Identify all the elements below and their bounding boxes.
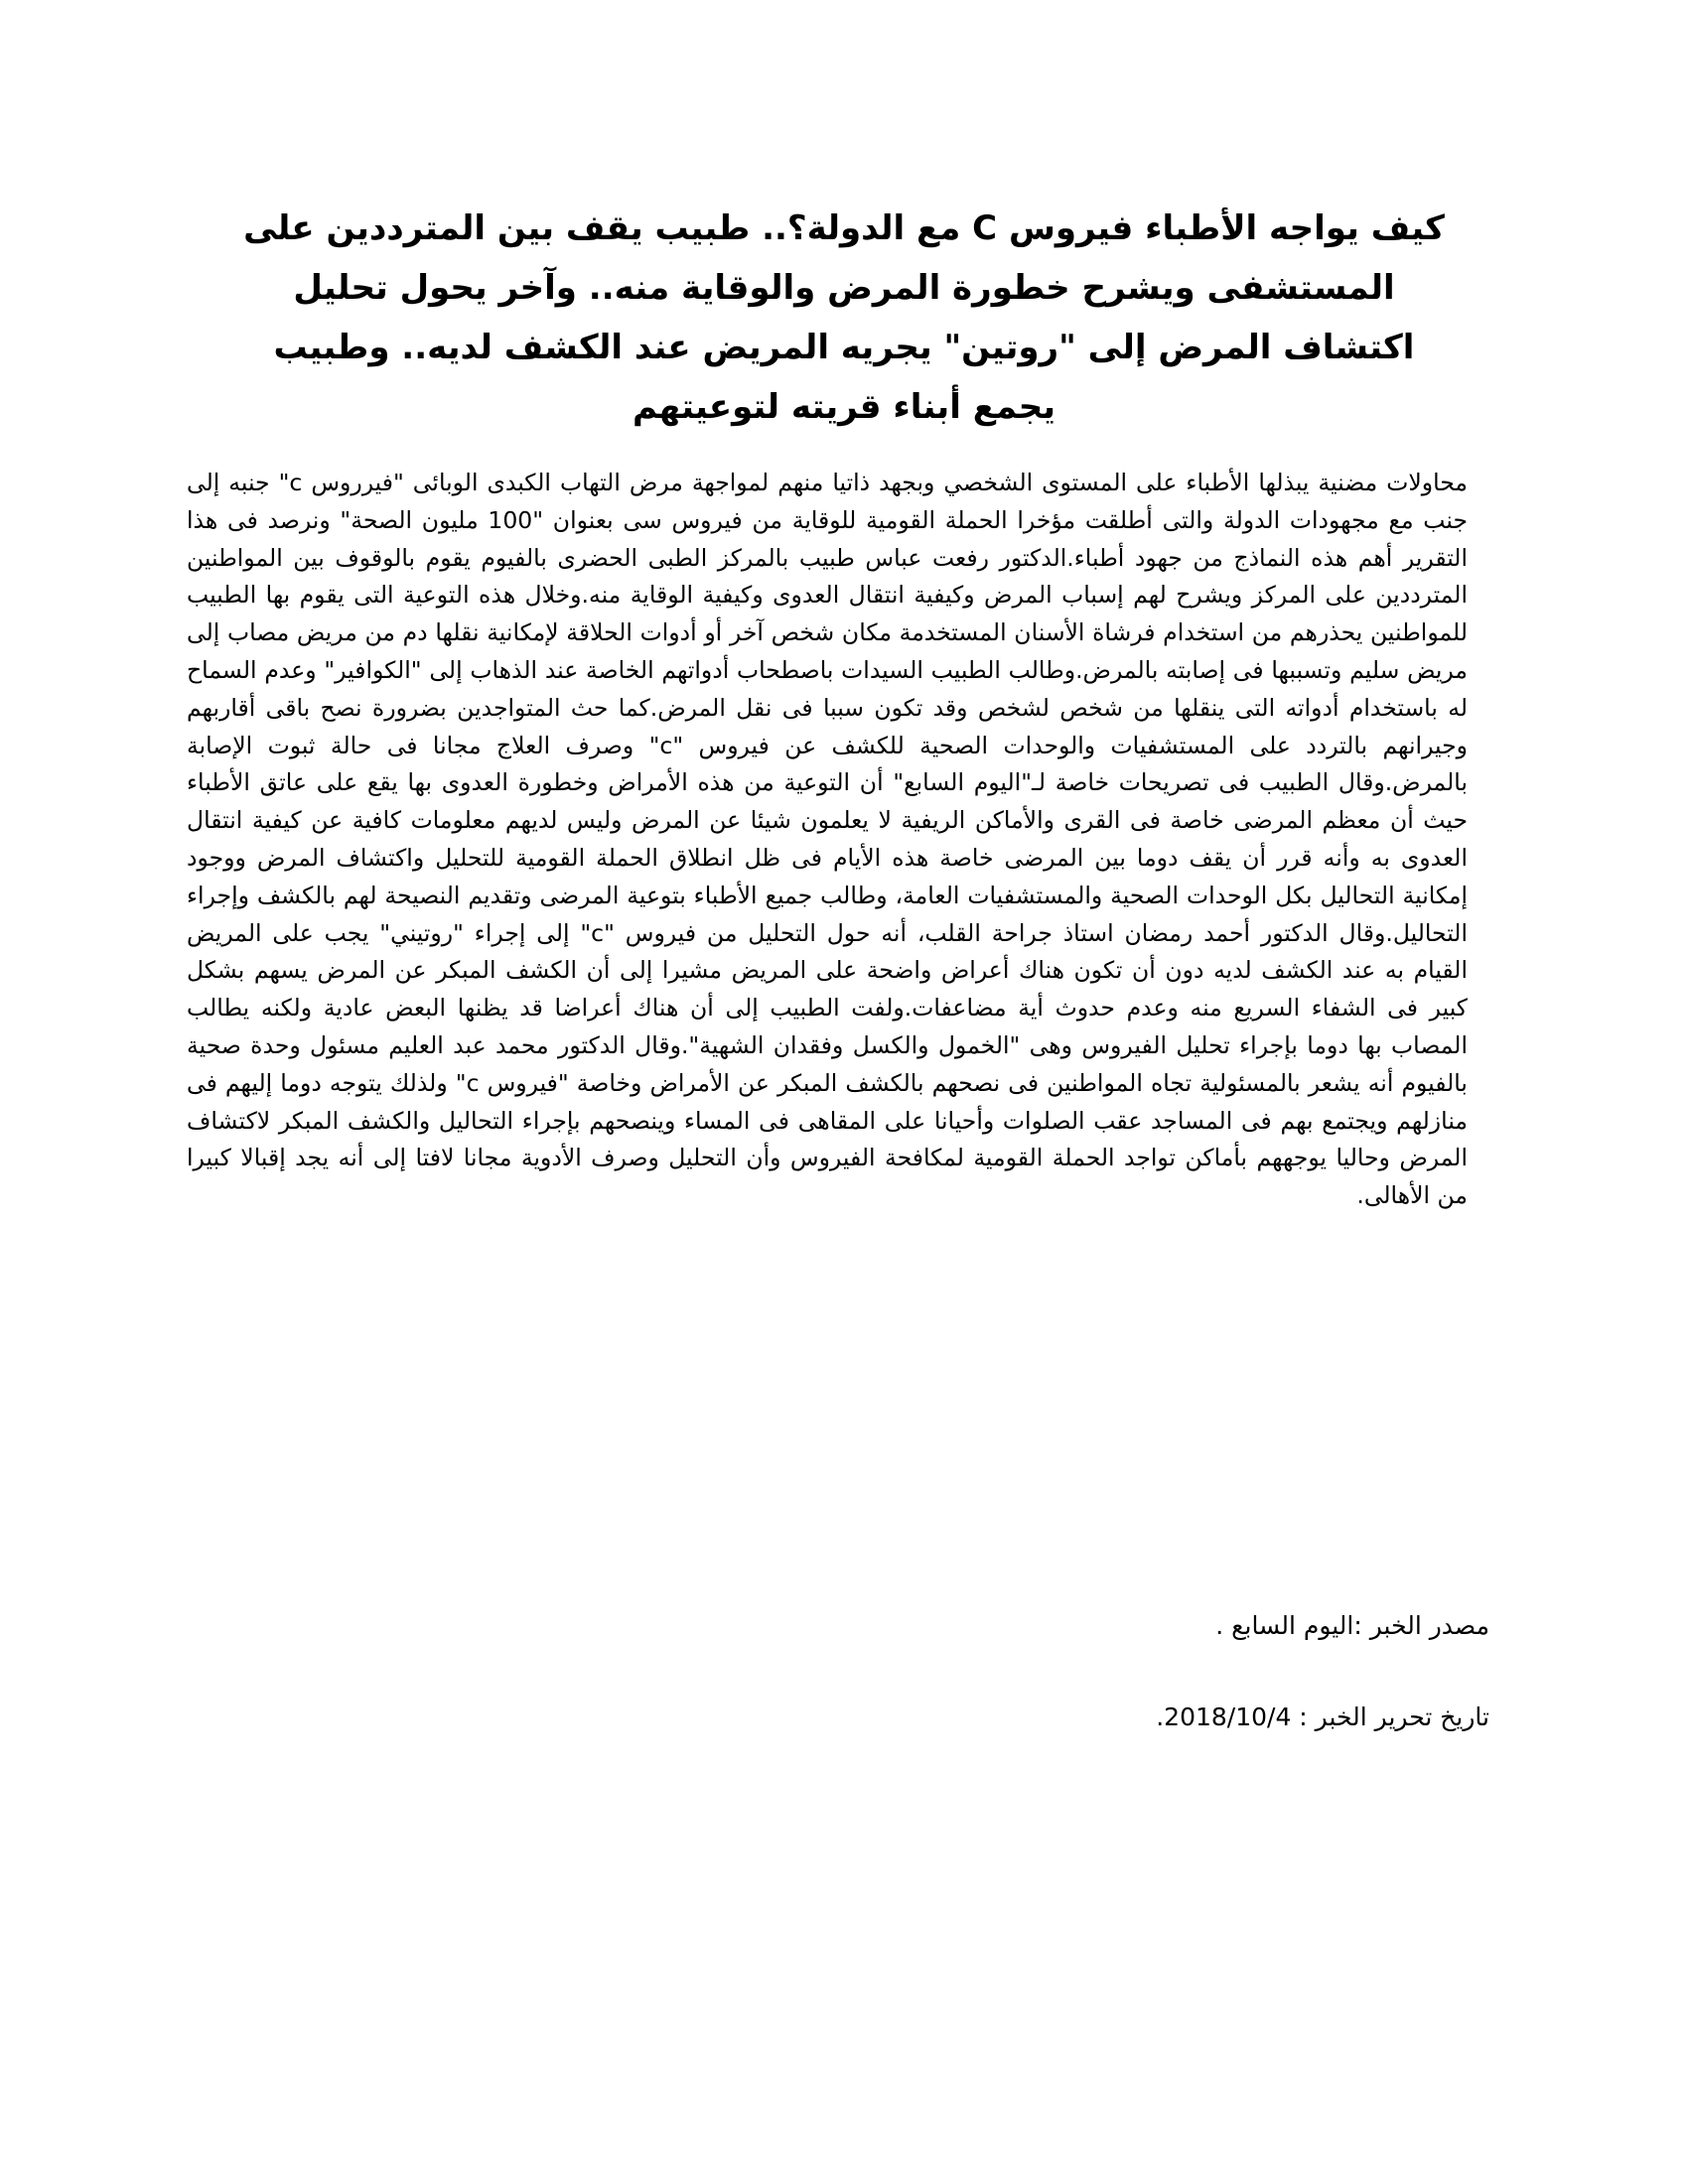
news-source: مصدر الخبر :اليوم السابع . [1215,1611,1489,1640]
article-title: كيف يواجه الأطباء فيروس C مع الدولة؟.. طبيب يقف بين المترددين على المستشفى ويشرح خطورة المرض والوقاية منه.. وآخر يحول تحليل اكتشاف المرض إلى "روتين" يجريه المريض عند الكشف لديه.. وطبيب يجمع أبناء قريته لتوعيتهم [243,208,1445,427]
article-body: محاولات مضنية يبذلها الأطباء على المستوى الشخصي وبجهد ذاتيا منهم لمواجهة مرض التهاب الكبدى الوبائى "فيرروس c" جنبه إلى جنب مع مجهودات الدولة والتى أطلقت مؤخرا الحملة القومية للوقاية من فيروس سى بعنوان "100 مليون الصحة" ونرصد فى هذا التقرير أهم هذه النماذج من جهود أطباء.الدكتور رفعت عباس طبيب بالمركز الطبى الحضرى بالفيوم يقوم بالوقوف بين المواطنين المترددين على المركز ويشرح لهم إسباب المرض وكيفية انتقال العدوى وكيفية الوقاية منه.وخلال هذه التوعية التى يقوم بها الطبيب للمواطنين يحذرهم من استخدام فرشاة الأسنان المستخدمة مكان شخص آخر أو أدوات الحلاقة لإمكانية نقلها دم من مريض مصاب إلى مريض سليم وتسببها فى إصابته بالمرض.وطالب الطبيب السيدات باصطحاب أدواتهم الخاصة عند الذهاب إلى "الكوافير" وعدم السماح له باستخدام أدواته التى ينقلها من شخص لشخص وقد تكون سببا فى نقل المرض.كما حث المتواجدين بضرورة نصح باقى أقاربهم وجيرانهم بالتردد على المستشفيات والوحدات الصحية للكشف عن فيروس "c" وصرف العلاج مجانا فى حالة ثبوت الإصابة بالمرض.وقال الطبيب فى تصريحات خاصة لـ"اليوم السابع" أن التوعية من هذه الأمراض وخطورة العدوى بها يقع على عاتق الأطباء حيث أن معظم المرضى خاصة فى القرى والأماكن الريفية لا يعلمون شيئا عن المرض وليس لديهم معلومات كافية عن كيفية انتقال العدوى به وأنه قرر أن يقف دوما بين المرضى خاصة هذه الأيام فى ظل انطلاق الحملة القومية للتحليل واكتشاف المرض ووجود إمكانية التحاليل بكل الوحدات الصحية والمستشفيات العامة، وطالب جميع الأطباء بتوعية المرضى وتقديم النصيحة لهم بالكشف وإجراء التحاليل.وقال الدكتور أحمد رمضان استاذ جراحة القلب، أنه حول التحليل من فيروس "c" إلى إجراء "روتيني" يجب على المريض القيام به عند الكشف لديه دون أن تكون هناك أعراض واضحة على المريض مشيرا إلى أن الكشف المبكر عن المرض يسهم بشكل كبير فى الشفاء السريع منه وعدم حدوث أية مضاعفات.ولفت الطبيب إلى أن هناك أعراضا قد يظنها البعض عادية ولكنه يطالب المصاب بها دوما بإجراء تحليل الفيروس وهى "الخمول والكسل وفقدان الشهية".وقال الدكتور محمد عبد العليم مسئول وحدة صحية بالفيوم أنه يشعر بالمسئولية تجاه المواطنين فى نصحهم بالكشف المبكر عن الأمراض وخاصة "فيروس c" ولذلك يتوجه دوما إليهم فى منازلهم ويجتمع بهم فى المساجد عقب الصلوات وأحيانا على المقاهى فى المساء وينصحهم بإجراء التحاليل والكشف المبكر لاكتشاف المرض وحاليا يوجههم بأماكن تواجد الحملة القومية لمكافحة الفيروس وأن التحليل وصرف الأدوية مجانا لافتا إلى أنه يجد إقبالا كبيرا من الأهالى. [187,469,1468,1210]
edit-date: تاريخ تحرير الخبر : 2018/10/4. [1156,1703,1489,1731]
